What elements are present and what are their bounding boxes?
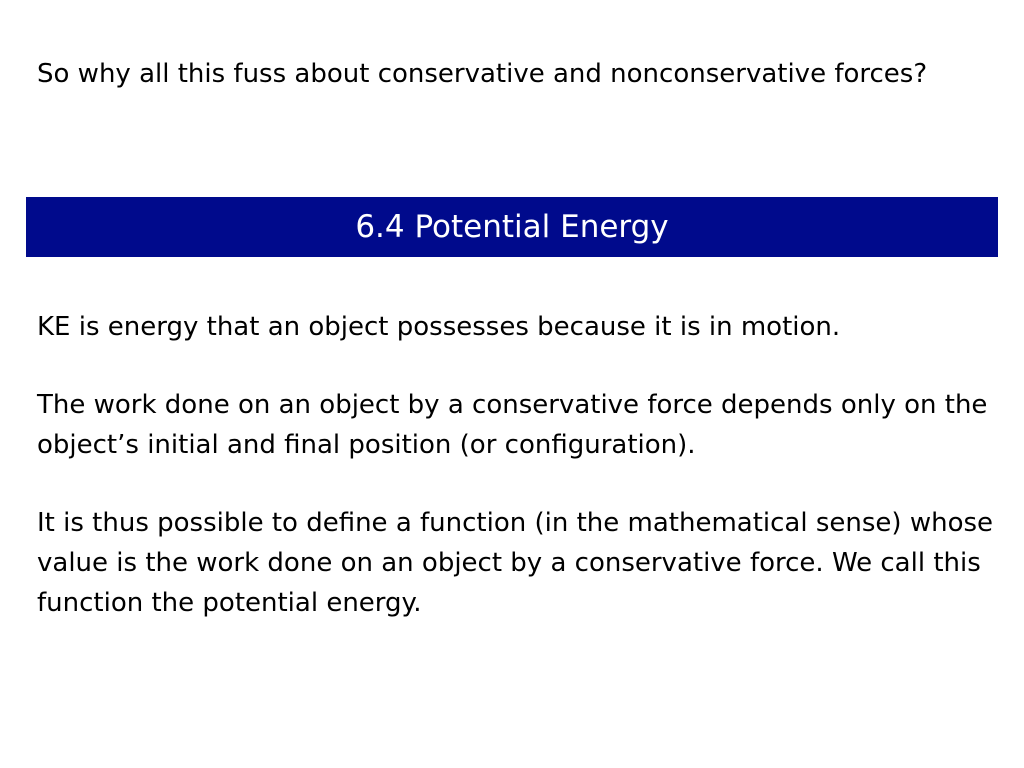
paragraph-kinetic-energy: KE is energy that an object possesses because it is in motion. [37,312,841,342]
paragraph-conservative-work: The work done on an object by a conservative force depends only on the object’s initial and final position (or configuration). [37,390,988,460]
section-title: 6.4 Potential Energy [355,209,669,245]
paragraph-potential-energy-definition: It is thus possible to define a function (in the mathematical sense) whose value is the work done on an object by a conservative force. We call this function the potential energy. [37,508,994,618]
section-title-banner [26,197,998,257]
intro-question: So why all this fuss about conservative and nonconservative forces? [37,59,928,89]
